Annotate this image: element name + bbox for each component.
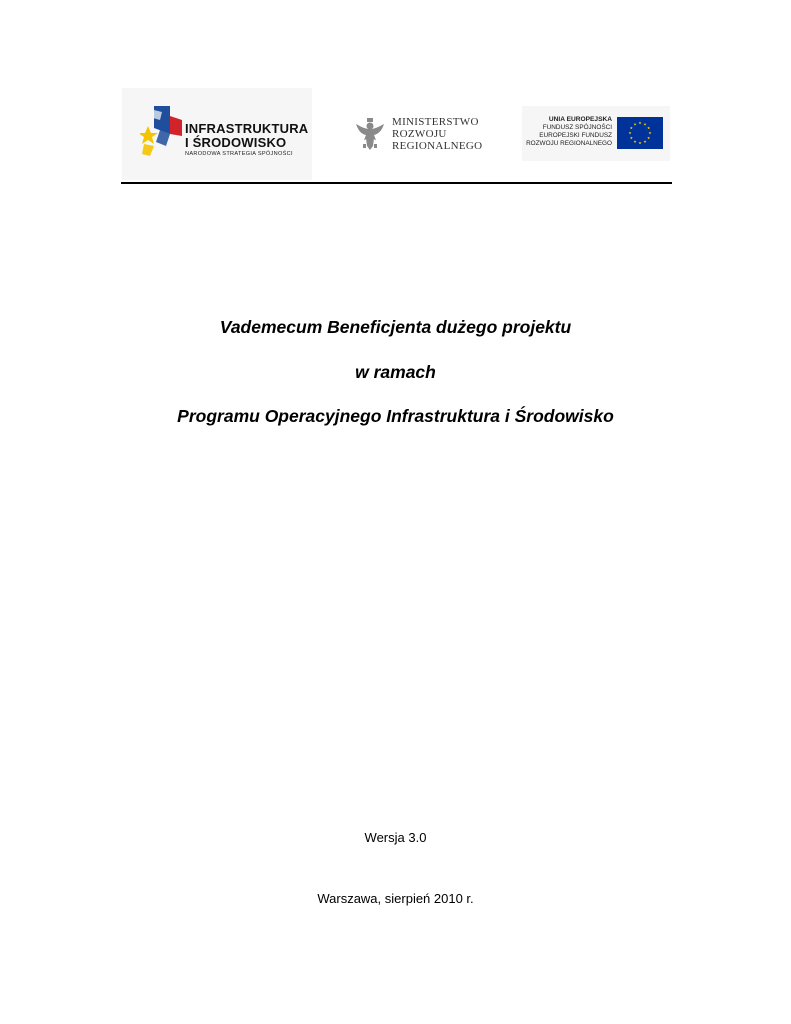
document-title-line-2: w ramach — [355, 362, 436, 382]
ministerstwo-logo — [352, 108, 487, 164]
eu-funds-text — [526, 116, 612, 148]
logo-line-1: INFRASTRUKTURA — [185, 121, 309, 136]
ministerstwo-line-2: ROZWOJU — [392, 128, 447, 140]
logo-line-2: I ŚRODOWISKO — [185, 135, 287, 150]
unia-europejska-logo — [522, 106, 670, 161]
eu-line-2: EUROPEJSKI FUNDUSZ — [539, 132, 612, 139]
ministerstwo-text — [392, 116, 482, 152]
infrastruktura-srodowisko-logo — [122, 88, 312, 180]
place-and-date: Warszawa, sierpień 2010 r. — [317, 891, 474, 906]
ministerstwo-line-3: REGIONALNEGO — [392, 140, 483, 152]
document-title-line-1: Vademecum Beneficjenta dużego projektu — [219, 317, 572, 337]
eu-title: UNIA EUROPEJSKA — [548, 116, 612, 123]
eu-line-1: FUNDUSZ SPÓJNOŚCI — [542, 124, 612, 131]
header-divider — [121, 182, 672, 184]
eagle-emblem-icon — [356, 118, 384, 150]
logo-subtitle: NARODOWA STRATEGIA SPÓJNOŚCI — [185, 151, 293, 157]
document-title-line-3: Programu Operacyjnego Infrastruktura i Środowisko — [177, 406, 614, 426]
version-label: Wersja 3.0 — [364, 830, 427, 845]
eu-flag-icon — [617, 117, 663, 149]
ministerstwo-line-1: MINISTERSTWO — [392, 116, 479, 128]
star-flag-icon — [140, 106, 182, 158]
eu-line-3: ROZWOJU REGIONALNEGO — [526, 140, 612, 147]
